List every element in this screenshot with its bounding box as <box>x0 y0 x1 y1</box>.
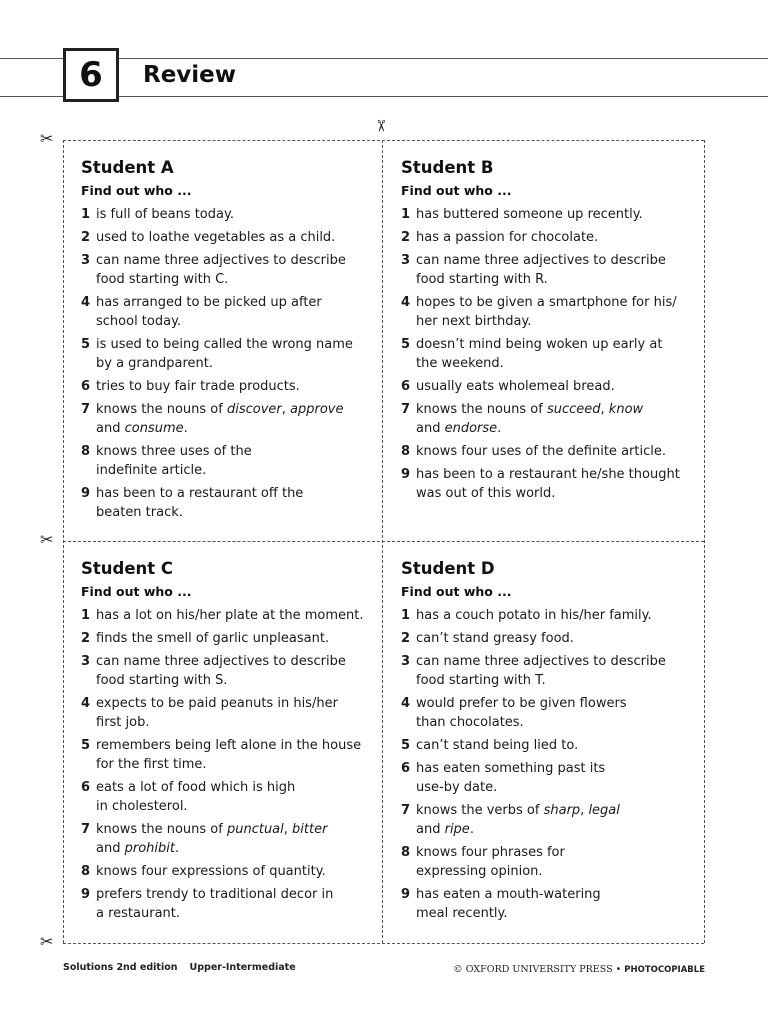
question-number: 2 <box>401 631 411 646</box>
page-title: Review <box>143 62 237 88</box>
question-text: can’t stand being lied to. <box>416 738 579 753</box>
footer-level: Upper-Intermediate <box>189 962 296 973</box>
question-number: 1 <box>401 608 411 623</box>
question-text: can name three adjectives to describe food starting with C. <box>96 253 346 287</box>
question-item <box>81 606 381 625</box>
question-text: prefers trendy to traditional decor in a restaurant. <box>96 887 334 921</box>
footer-photocopiable: PHOTOCOPIABLE <box>624 965 705 975</box>
question-item <box>401 335 701 373</box>
question-text: eats a lot of food which is high in cholesterol. <box>96 780 296 814</box>
question-item <box>401 606 701 625</box>
question-item <box>401 629 701 648</box>
question-item <box>81 820 381 858</box>
footer-book-title: Solutions 2nd edition <box>63 962 178 973</box>
question-list <box>81 205 381 522</box>
question-item <box>401 228 701 247</box>
unit-number-box <box>63 48 119 102</box>
question-item <box>401 843 701 881</box>
question-text: expects to be paid peanuts in his/her first job. <box>96 696 338 730</box>
unit-number: 6 <box>79 55 103 95</box>
question-number: 8 <box>401 444 411 459</box>
question-item <box>81 251 381 289</box>
question-text: would prefer to be given flowers than chocolates. <box>416 696 627 730</box>
question-item <box>81 862 381 881</box>
question-item <box>81 484 381 522</box>
question-list <box>401 606 701 923</box>
question-item <box>401 736 701 755</box>
question-number: 8 <box>81 444 91 459</box>
card-title: Student A <box>81 158 174 177</box>
question-item <box>401 885 701 923</box>
question-item <box>401 801 701 839</box>
question-number: 5 <box>81 738 91 753</box>
question-item <box>81 652 381 690</box>
cut-line-left <box>63 140 64 943</box>
scissors-icon: ✂ <box>371 119 391 133</box>
question-text: knows the nouns of succeed, know and endorse. <box>416 402 644 436</box>
question-text: knows three uses of the indefinite article. <box>96 444 252 478</box>
question-text: finds the smell of garlic unpleasant. <box>96 631 330 646</box>
question-number: 1 <box>81 608 91 623</box>
question-item <box>401 205 701 224</box>
question-number: 3 <box>81 253 91 268</box>
question-text: used to loathe vegetables as a child. <box>96 230 336 245</box>
cut-line-middle <box>63 541 704 542</box>
question-item <box>81 400 381 438</box>
question-text: has eaten something past its use-by date. <box>416 761 606 795</box>
cut-line-right <box>704 140 705 943</box>
question-text: has arranged to be picked up after school today. <box>96 295 322 329</box>
question-number: 7 <box>401 402 411 417</box>
question-number: 4 <box>401 295 411 310</box>
question-text: has buttered someone up recently. <box>416 207 643 222</box>
question-text: has a couch potato in his/her family. <box>416 608 652 623</box>
question-list <box>401 205 701 503</box>
question-item <box>81 228 381 247</box>
question-text: knows the nouns of punctual, bitter and prohibit. <box>96 822 328 856</box>
question-text: can’t stand greasy food. <box>416 631 574 646</box>
question-text: hopes to be given a smartphone for his/ her next birthday. <box>416 295 677 329</box>
question-number: 5 <box>81 337 91 352</box>
question-item <box>401 400 701 438</box>
footer-publisher: © OXFORD UNIVERSITY PRESS <box>453 964 613 975</box>
question-text: knows four phrases for expressing opinion. <box>416 845 565 879</box>
question-number: 2 <box>81 631 91 646</box>
question-number: 9 <box>81 486 91 501</box>
card-subtitle: Find out who ... <box>81 584 192 599</box>
question-item <box>401 694 701 732</box>
question-number: 5 <box>401 738 411 753</box>
footer-separator: • <box>615 964 622 975</box>
question-item <box>401 759 701 797</box>
question-text: remembers being left alone in the house for the first time. <box>96 738 362 772</box>
card-subtitle: Find out who ... <box>401 183 512 198</box>
card-student-a <box>81 158 381 526</box>
question-text: knows four expressions of quantity. <box>96 864 326 879</box>
question-text: doesn’t mind being woken up early at the weekend. <box>416 337 663 371</box>
card-title: Student B <box>401 158 494 177</box>
question-number: 4 <box>81 696 91 711</box>
question-number: 8 <box>401 845 411 860</box>
card-subtitle: Find out who ... <box>81 183 192 198</box>
question-number: 1 <box>401 207 411 222</box>
question-text: is used to being called the wrong name by a grandparent. <box>96 337 353 371</box>
question-item <box>401 442 701 461</box>
question-number: 7 <box>401 803 411 818</box>
question-text: has a passion for chocolate. <box>416 230 599 245</box>
question-number: 6 <box>401 761 411 776</box>
question-number: 7 <box>81 402 91 417</box>
question-number: 1 <box>81 207 91 222</box>
question-number: 7 <box>81 822 91 837</box>
scissors-icon: ✂ <box>40 129 54 148</box>
cut-line-center <box>382 140 383 943</box>
card-subtitle: Find out who ... <box>401 584 512 599</box>
question-number: 3 <box>401 654 411 669</box>
question-text: has been to a restaurant off the beaten track. <box>96 486 304 520</box>
question-text: knows the nouns of discover, approve and consume. <box>96 402 344 436</box>
question-text: has a lot on his/her plate at the moment. <box>96 608 364 623</box>
footer-copyright <box>453 964 705 975</box>
question-number: 3 <box>81 654 91 669</box>
question-item <box>401 293 701 331</box>
question-number: 2 <box>401 230 411 245</box>
question-text: knows four uses of the definite article. <box>416 444 666 459</box>
question-text: is full of beans today. <box>96 207 234 222</box>
scissors-icon: ✂ <box>40 932 54 951</box>
question-item <box>81 293 381 331</box>
question-text: has been to a restaurant he/she thought was out of this world. <box>416 467 680 501</box>
question-item <box>81 736 381 774</box>
question-item <box>401 465 701 503</box>
cut-line-bottom <box>63 943 704 944</box>
card-title: Student D <box>401 559 495 578</box>
question-item <box>401 652 701 690</box>
card-student-d <box>401 559 701 927</box>
question-text: can name three adjectives to describe food starting with T. <box>416 654 666 688</box>
question-item <box>81 629 381 648</box>
question-item <box>81 442 381 480</box>
question-number: 6 <box>81 780 91 795</box>
question-item <box>401 377 701 396</box>
question-item <box>401 251 701 289</box>
question-text: knows the verbs of sharp, legal and ripe. <box>416 803 620 837</box>
question-text: can name three adjectives to describe food starting with S. <box>96 654 346 688</box>
question-number: 5 <box>401 337 411 352</box>
question-number: 4 <box>401 696 411 711</box>
scissors-icon: ✂ <box>40 530 54 549</box>
question-item <box>81 778 381 816</box>
question-item <box>81 335 381 373</box>
question-number: 6 <box>81 379 91 394</box>
question-text: usually eats wholemeal bread. <box>416 379 615 394</box>
question-item <box>81 205 381 224</box>
question-number: 2 <box>81 230 91 245</box>
question-text: has eaten a mouth-watering meal recently. <box>416 887 601 921</box>
question-number: 4 <box>81 295 91 310</box>
card-title: Student C <box>81 559 174 578</box>
question-list <box>81 606 381 923</box>
question-text: can name three adjectives to describe food starting with R. <box>416 253 666 287</box>
question-number: 9 <box>401 887 411 902</box>
question-item <box>81 885 381 923</box>
card-student-c <box>81 559 381 927</box>
question-number: 8 <box>81 864 91 879</box>
question-text: tries to buy fair trade products. <box>96 379 300 394</box>
question-number: 9 <box>81 887 91 902</box>
question-item <box>81 694 381 732</box>
question-item <box>81 377 381 396</box>
footer-book-info <box>63 962 308 973</box>
card-student-b <box>401 158 701 507</box>
question-number: 6 <box>401 379 411 394</box>
question-number: 9 <box>401 467 411 482</box>
cut-line-top <box>63 140 704 141</box>
question-number: 3 <box>401 253 411 268</box>
